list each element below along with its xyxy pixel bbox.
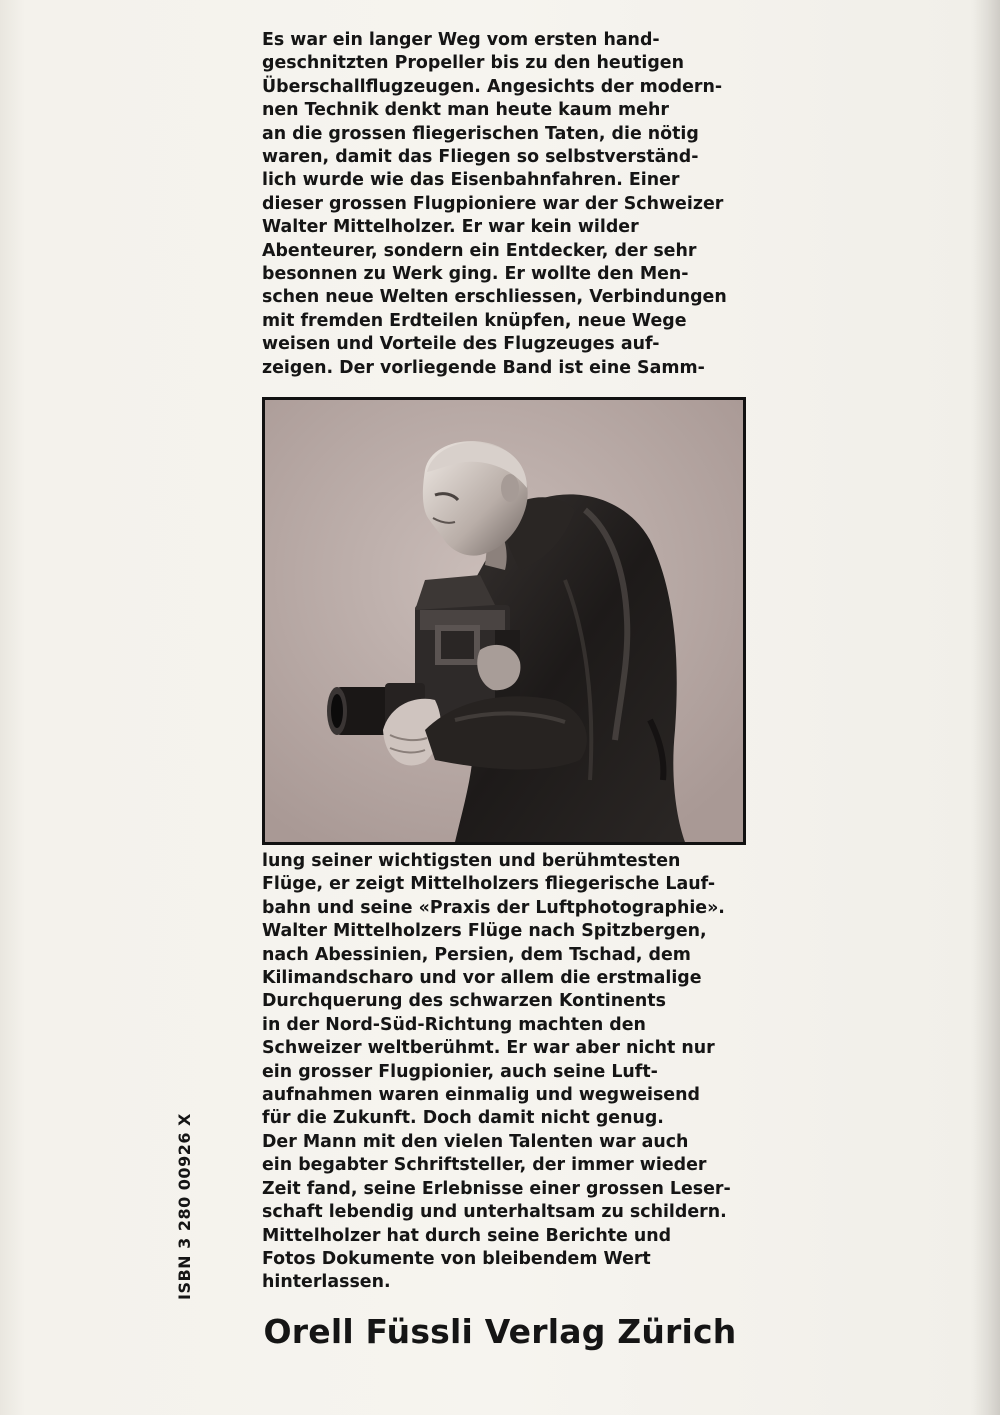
blurb-bottom-line: Zeit fand, seine Erlebnisse einer grossen Leser- [262, 1178, 731, 1199]
blurb-top-line: Es war ein langer Weg vom ersten hand- [262, 30, 660, 50]
blurb-bottom-line: Schweizer weltberühmt. Er war aber nicht nur [262, 1038, 715, 1059]
publisher-name: Orell Füssli Verlag Zürich [263, 1312, 737, 1351]
blurb-top-line: besonnen zu Werk ging. Er wollte den Men- [262, 264, 689, 285]
blurb-top-line: Walter Mittelholzer. Er war kein wilder [262, 217, 639, 238]
blurb-bottom-line: Durchquerung des schwarzen Kontinents [262, 991, 666, 1012]
blurb-top-line: weisen und Vorteile des Flugzeuges auf- [262, 334, 660, 355]
blurb-bottom-line: für die Zukunft. Doch damit nicht genug. [262, 1108, 664, 1129]
blurb-top-line: schen neue Welten erschliessen, Verbindungen [262, 287, 727, 308]
blurb-top-line: waren, damit das Fliegen so selbstverständ- [262, 147, 699, 168]
author-photo [262, 397, 746, 845]
blurb-bottom-line: nach Abessinien, Persien, dem Tschad, dem [262, 944, 691, 965]
blurb-top-line: Überschallflugzeugen. Angesichts der modern- [262, 76, 723, 97]
blurb-top-line: geschnitzten Propeller bis zu den heutigen [262, 53, 684, 74]
blurb-bottom-line: bahn und seine «Praxis der Luftphotographie». [262, 897, 725, 918]
blurb-top-line: an die grossen fliegerischen Taten, die nötig [262, 123, 699, 144]
man-with-camera-photo-icon [265, 400, 743, 842]
blurb-bottom-line: Der Mann mit den vielen Talenten war auch [262, 1131, 689, 1152]
blurb-top-line: dieser grossen Flugpioniere war der Schweizer [262, 193, 724, 214]
blurb-bottom-line: Kilimandscharo und vor allem die erstmalige [262, 968, 702, 989]
blurb-bottom-line: in der Nord-Süd-Richtung machten den [262, 1014, 646, 1035]
blurb-top-line: mit fremden Erdteilen knüpfen, neue Wege [262, 310, 687, 331]
blurb-bottom-line: hinterlassen. [262, 1272, 391, 1293]
blurb-top-line: zeigen. Der vorliegende Band ist eine Samm- [262, 357, 705, 378]
blurb-bottom [262, 850, 762, 1295]
blurb-bottom-line: lung seiner wichtigsten und berühmtesten [262, 851, 681, 871]
blurb-bottom-line: schaft lebendig und unterhaltsam zu schildern. [262, 1202, 727, 1223]
blurb-bottom-line: ein grosser Flugpionier, auch seine Luft- [262, 1061, 658, 1082]
isbn-number: ISBN 3 280 00926 X [175, 1113, 194, 1300]
blurb-top-line: Abenteurer, sondern ein Entdecker, der sehr [262, 240, 697, 261]
blurb-bottom-line: Walter Mittelholzers Flüge nach Spitzbergen, [262, 921, 707, 942]
cover-edge-shadow [970, 0, 1000, 1415]
blurb-top [262, 29, 762, 380]
blurb-bottom-line: ein begabter Schriftsteller, der immer wieder [262, 1155, 707, 1176]
blurb-bottom-line: Mittelholzer hat durch seine Berichte und [262, 1225, 672, 1246]
blurb-bottom-line: Fotos Dokumente von bleibendem Wert [262, 1248, 651, 1269]
blurb-top-line: lich wurde wie das Eisenbahnfahren. Einer [262, 170, 680, 191]
blurb-bottom-line: Flüge, er zeigt Mittelholzers fliegerische Lauf- [262, 874, 716, 895]
blurb-top-line: nen Technik denkt man heute kaum mehr [262, 100, 669, 121]
blurb-bottom-line: aufnahmen waren einmalig und wegweisend [262, 1085, 700, 1106]
